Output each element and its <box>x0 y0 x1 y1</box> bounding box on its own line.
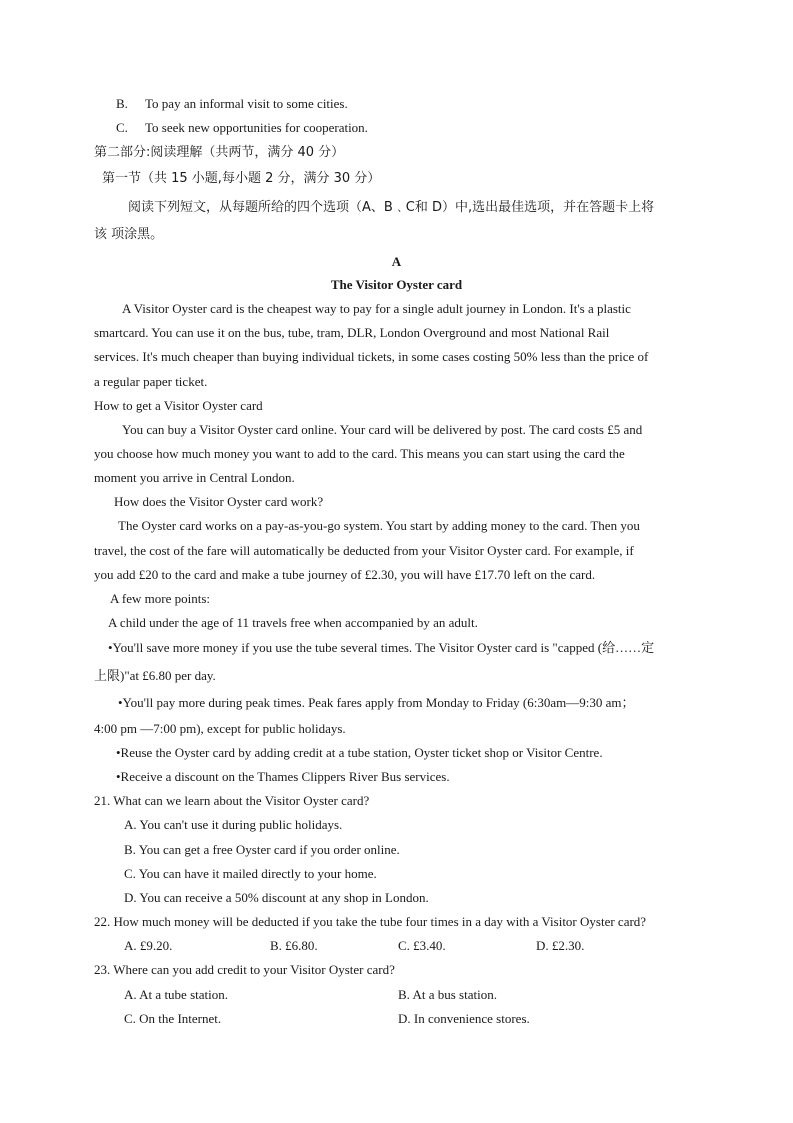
question-23-option-d: D. In convenience stores. <box>398 1011 530 1026</box>
point-discount: •Receive a discount on the Thames Clippers River Bus services. <box>116 769 450 784</box>
question-23-option-b: B. At a bus station. <box>398 987 497 1002</box>
point-reuse: •Reuse the Oyster card by adding credit at a tube station, Oyster ticket shop or Visitor Centre. <box>116 745 603 760</box>
instructions-line-1: 阅读下列短文，从每题所给的四个选项（A、B﹑C和 D）中,选出最佳选项，并在答题卡上将 <box>128 200 655 215</box>
question-22-option-d: D. £2.30. <box>536 938 585 953</box>
option-text: To pay an informal visit to some cities. <box>145 96 348 111</box>
instructions-line-2: 该 项涂黑。 <box>94 227 164 242</box>
question-22-option-b: B. £6.80. <box>270 938 318 953</box>
option-letter: B. <box>116 96 128 111</box>
question-21-stem: 21. What can we learn about the Visitor Oyster card? <box>94 793 370 808</box>
p1-line-2: smartcard. You can use it on the bus, tube, tram, DLR, London Overground and most National Rail <box>94 325 610 340</box>
subheading-how-it-works: How does the Visitor Oyster card work? <box>114 494 324 509</box>
point-child: A child under the age of 11 travels free when accompanied by an adult. <box>108 615 478 630</box>
prev-option-c <box>116 120 368 136</box>
section1-heading: 第一节（共 15 小题,每小题 2 分，满分 30 分） <box>102 171 381 186</box>
subheading-more-points: A few more points: <box>110 591 211 606</box>
question-23-option-a: A. At a tube station. <box>124 987 228 1002</box>
question-22-stem: 22. How much money will be deducted if you take the tube four times in a day with a Visitor Oyster card? <box>94 914 647 929</box>
p3-line-3: you add £20 to the card and make a tube journey of £2.30, you will have £17.70 left on the card. <box>94 567 596 582</box>
question-23-option-c: C. On the Internet. <box>124 1011 222 1026</box>
p3-line-1: The Oyster card works on a pay-as-you-go system. You start by adding money to the card. Then you <box>118 518 640 533</box>
point-peak-line-2: 4:00 pm —7:00 pm), except for public holidays. <box>94 721 346 736</box>
p1-line-3: services. It's much cheaper than buying individual tickets, in some cases costing 50% less than the price of <box>94 349 649 364</box>
question-21-option-a: A. You can't use it during public holidays. <box>124 817 343 832</box>
question-21-option-b: B. You can get a free Oyster card if you order online. <box>124 842 400 857</box>
p2-line-3: moment you arrive in Central London. <box>94 470 295 485</box>
point-peak-line-1: •You'll pay more during peak times. Peak fares apply from Monday to Friday (6:30am—9:30 am； <box>118 695 635 710</box>
p2-line-1: You can buy a Visitor Oyster card online. Your card will be delivered by post. The card costs £5 and <box>122 422 643 437</box>
prev-option-b <box>116 96 348 112</box>
point-capped-line-2: 上限)"at £6.80 per day. <box>94 668 216 683</box>
point-capped-line-1: •You'll save more money if you use the tube several times. The Visitor Oyster card is "capped (给……定 <box>108 640 655 655</box>
option-letter: C. <box>116 120 128 135</box>
p1-line-1: A Visitor Oyster card is the cheapest way to pay for a single adult journey in London. It's a plastic <box>122 301 631 316</box>
question-21-option-c: C. You can have it mailed directly to your home. <box>124 866 377 881</box>
passage-title: The Visitor Oyster card <box>330 277 463 292</box>
option-text: To seek new opportunities for cooperation. <box>145 120 368 135</box>
p2-line-2: you choose how much money you want to add to the card. This means you can start using the card the <box>94 446 625 461</box>
passage-letter: A <box>391 254 402 269</box>
question-22-option-c: C. £3.40. <box>398 938 446 953</box>
subheading-how-to-get: How to get a Visitor Oyster card <box>94 398 263 413</box>
p1-line-4: a regular paper ticket. <box>94 374 208 389</box>
question-22-option-a: A. £9.20. <box>124 938 173 953</box>
question-23-stem: 23. Where can you add credit to your Visitor Oyster card? <box>94 962 395 977</box>
part2-heading: 第二部分:阅读理解（共两节，满分 40 分） <box>94 145 345 160</box>
question-21-option-d: D. You can receive a 50% discount at any shop in London. <box>124 890 429 905</box>
p3-line-2: travel, the cost of the fare will automatically be deducted from your Visitor Oyster card. For example, if <box>94 543 634 558</box>
